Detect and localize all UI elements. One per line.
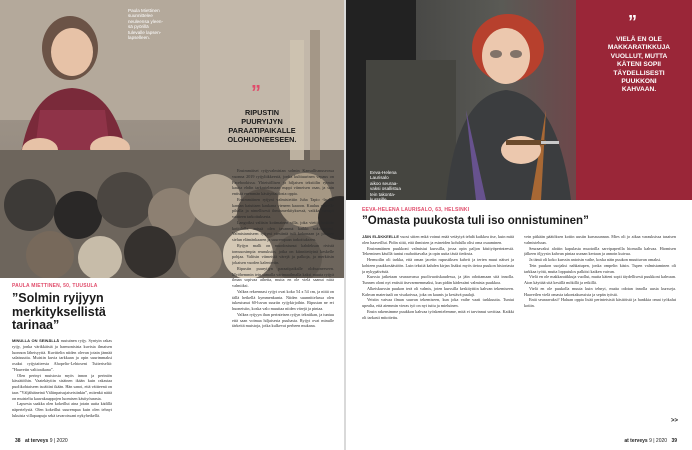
lead-in: MINULLA ON SEINÄLLÄ <box>12 338 60 343</box>
pullquote-line: KÄTENI SOPII <box>617 61 661 69</box>
paragraph: Ensimmäiset ryijyvalmistan solmin Kansallismuseossa vuonna 2019 ryijyliikkeestä, jonka kulttuurinen vapaus on Facebookissa. Yhteisöllisen ja hiljaisen tekstiilin rytmin kautta ehdin tarkastelemaan nuppi viimeisen osan, ja sain entistä enemmän käsityötaidosta oppia. <box>232 168 334 196</box>
page-number: 39 <box>671 438 677 444</box>
paragraph: Vielä en ole makkaratikkuja vuollut, mutta käteni sopii täydellisesti puukkoni kahvaan. Aion käyttää sitä kesällä mökillä ja retkillä. <box>524 274 676 285</box>
pullquote-line: VUOLLUT, MUTTA <box>610 52 668 60</box>
caption-line: vaksi osallistua <box>370 186 401 192</box>
left-body-column-2 <box>232 168 334 424</box>
paragraph: Langoiksi valitsin kotimainen villa, joka viettii isoäidin kotitilalla, missä olen tavannut kaikki sukulaisiani. Valmistamiseen ryijyni viestintä tuli kokonaan ja johtuen sielun elämänkaaren ja suurempaan tarkoitukseen. <box>232 219 334 242</box>
paragraph: Seuraavaksi aloitin kapulasta muotoilla sarvipaperilla hiomalla kahvaa. Hiomisen jälkeen öljyysin kahvan pintaa useaan kertaan ja annoin kuivua. <box>524 245 676 257</box>
magazine-name: at terveys <box>624 438 648 444</box>
quote-mark-icon: ” <box>251 82 261 104</box>
left-footer <box>12 438 68 444</box>
paragraph: Valkea rekrennasi ryijyt ovat koko 54 x 54 cm, ja niitä on tällä hetkellä kymmenkunta. Niiden suunnittelussa olen tukeutunut 60-luvun suuriin ryijykirjoihin. Ripustan ne eri huoneisiin, koska valo muuttaa niiden värejä ja pintaa. <box>232 288 334 311</box>
caption-line: suunnittelee <box>128 13 153 19</box>
lead-in: JÄIN ELÄKKEELLE <box>362 234 399 239</box>
headline-line: tarinaa” <box>12 318 60 332</box>
left-body-column-1 <box>12 338 112 436</box>
paragraph: Valkea ryijyyn ihan perinteisen ryijyn tekniikan, ja tuntuu että saan voimaa hiljaisesta puuhasta. Ryijyt ovat minulle tärkeitä muistoja, jotka kulkevat perheen mukana. <box>232 311 334 329</box>
caption-line: Eeva-Helena <box>370 170 397 175</box>
paragraph: Alkeiskurssin puukon terä oli valmis, joten kurssilla keskityttiin kahvan tekemiseen. Kahvan materiaali on visakoivua, joka on kaunis ja kestävä puulaji. <box>362 285 514 297</box>
left-pullquote <box>212 108 312 144</box>
caption-line: neuleensa yleen- <box>128 18 163 24</box>
paragraph: Olen perinyt muistosta myös innon ja perintön kässätöihin. Vaatekäytiin sisäinen ikään kuin rakastaa puolikohtaiseen isoäitini ikään. Hän sanoi, että väitteenä on taas ”Väljähtäneinä Väliinpatsujaiseisiinkin”, mitenkä näitä on muisteltu kaavakauppojen luomisen käsityöurasta. <box>12 372 112 401</box>
right-page <box>346 0 692 450</box>
pullquote-line: MAKKARATIKKUJA <box>607 44 671 52</box>
quote-mark-icon: ” <box>628 12 637 32</box>
paragraph: Kurssia jatketaan seuraavassa puolivuotiskaudessa, ja jäin odottamaan sitä innolla. Tunnen oloni nyt entistä itsevarmemmaksi, kun pidän kädessäni valmista puukkoa. <box>362 274 514 285</box>
left-photo-caption <box>128 8 176 40</box>
caption-line: tulevalle lapsen- <box>128 29 162 35</box>
paragraph: vein pitkään päätöksen kotiin uusiin kurssuunnan. Mies oli jo aikaa varauksissa tasaisen valmisteluun. <box>524 234 676 245</box>
left-kicker: PAULA MIETTINEN, 50, TUUSULA <box>12 283 98 289</box>
continue-arrow-icon: >> <box>670 418 678 424</box>
right-body-column-2 <box>524 234 676 430</box>
caption-line: sä pyörillä <box>128 24 149 30</box>
paragraph: Ensimmäinen ryijyni valmistettiin Juha Tapio -laulun kansan kaiuttaen kaukana vieneen kaaoon. Kuuluu suurelle pihalla ja nimellisesti ihmismerkityksessä, vaikka menipä vaatteen tarkoituksesta. <box>232 196 334 219</box>
magazine-name: at terveys <box>24 438 49 444</box>
paragraph: Ensimmäinen puukkoni valmistui kurssilla, jossa opin paljon käsityöperinteestä. Tekeminen käsillä tuntui rauhoittavalta ja opin uutta tästä tiedosta. <box>362 245 514 257</box>
caption-line: tein takonta- <box>370 191 396 197</box>
paragraph: Ja tämä oli koko kurssin antoisin vaihe, koska näin puukon muuttuvan omaksi. <box>529 257 662 262</box>
right-footer <box>624 438 680 444</box>
pullquote-line: KAHVAAN. <box>621 86 657 94</box>
paragraph: vuosi sitten enkä voinut enää vetäytyä tehdä kaikkea itse, kuin mitä olen haaveillut. Pidin siitä, että ihmisten ja esineiden kohdalla olisi oma osaaminen. <box>362 234 514 245</box>
caption-line: lapselleen. <box>128 35 150 41</box>
caption-line: Paula Miettinen <box>128 8 160 13</box>
paragraph: Lapsesta saakka olen kokeillut aina jotain uutta kädillä näpertelystä. Olen kokeillut suurempaa kuin olen tehnyt lukuisia villapaapuja sekä tavaroissani nykyhetkellä. <box>12 401 112 418</box>
pullquote-line: TÄYDELLISESTI <box>613 69 665 77</box>
paragraph: Ensin rakensimme puukkon kahvaa työskentelemme, mitä ei tarvinnut sovittaa. Kaikki oli tarkasti mitoitettu. <box>362 308 514 320</box>
pullquote-line: PARAATIPAIKALLE <box>228 126 296 135</box>
pullquote-line: PUUKKONI <box>621 78 657 86</box>
right-body-column-1 <box>362 234 514 430</box>
right-kicker: EEVA-HELENA LAURISALO, 63, HELSINKI <box>362 207 470 213</box>
pullquote-line: RIPUSTIN <box>244 108 280 117</box>
paragraph: Vielä en ole puukolla muuta kuin tehnyt, mutta odotan innolla uusia kursseja. Haaveilen vielä omasta takontakurssista ja sepän työstä. <box>524 285 676 297</box>
pullquote-line: PUURYIJYN <box>241 117 283 126</box>
right-pullquote <box>590 36 688 95</box>
headline-line: merkityksellistä <box>12 304 106 319</box>
paragraph: Hermoilin oli tarkka, että oman jacetin rupustiksen kahvit ja terien muut näiset ja kohteen puukkosäästöön. Luin tekstiä kahden kirjan lisäksi myös tietoa puukon historiasta ja nykypäivästä. <box>362 257 514 274</box>
left-page <box>0 0 344 450</box>
paragraph: Ripustin puuryijyn paraatipaikalle olohuoneeseen. Myöhemmin tein samalla värimaailmalla kaksi muuta ryijyä ilman sopivaa aihetta, mutta en ole vielä saanut niitä valmiiksi. <box>232 265 334 288</box>
caption-line: aikoo seuraa- <box>370 180 398 186</box>
left-headline <box>12 292 192 333</box>
right-headline: ”Omasta puukosta tuli iso onnistuminen” <box>362 215 589 227</box>
headline-line: ”Solmin ryijyyn <box>12 291 104 305</box>
paragraph: Entä seuraavaksi? Haluan oppia lisää perinteisistä käsitöistä ja hankkia omat työkalut kotiin. <box>524 297 676 308</box>
paragraph: Veistin vaivaa ilman sauvan tekemiseen, kun joka vaihe vaati tarkkuutta. Tuntui upealta, että aiemmin vieras työ on nyt tuttu ja mieluinen. <box>362 297 514 308</box>
paragraph: Tein puukon suojaksi nahkatupen, jonka ompelin käsin. Tupen valmistaminen oli tarkkaa työtä, mutta lopputulos palkitsi kaiken vaivan. <box>524 262 676 274</box>
caption-line: Laurisalo <box>370 175 389 181</box>
caption-line: kurssille. <box>370 197 388 203</box>
issue-number: 9 | 2020 <box>49 438 68 444</box>
issue-number: 9 | 2020 <box>649 438 668 444</box>
right-photo-caption <box>370 170 420 202</box>
pullquote-line: OLOHUONEESEEN. <box>227 135 297 144</box>
page-number: 38 <box>15 438 21 444</box>
paragraph: Ryijyn malli on muodostunut kahdeksan rivistä tomsuosimpia reunuksiin, jotka on kiinnitettyinä keskelle pohjaa. Valitsin viimeisiä värejä ja palkoja, ja merkitsin jokaisen vuoden kalenteriin. <box>232 242 334 265</box>
paragraph: ruutuinen ryijy. Syntyin rakas ryijy, jonka värikkäistä ja harmonisista kuvista ilmaisen luonnon läheisyyttä. Kuvittelin niiden olevan jotain jännää salaisuutta. Muistin kuvia tarkkaan ja opin suurimmaksi osaksi ryijytaiteesta Ahopelto-Lehtoseni Tuiteriseltä: ”Hauvetin valtioaikana”. <box>12 338 112 372</box>
pullquote-line: VIELÄ EN OLE <box>616 36 662 43</box>
